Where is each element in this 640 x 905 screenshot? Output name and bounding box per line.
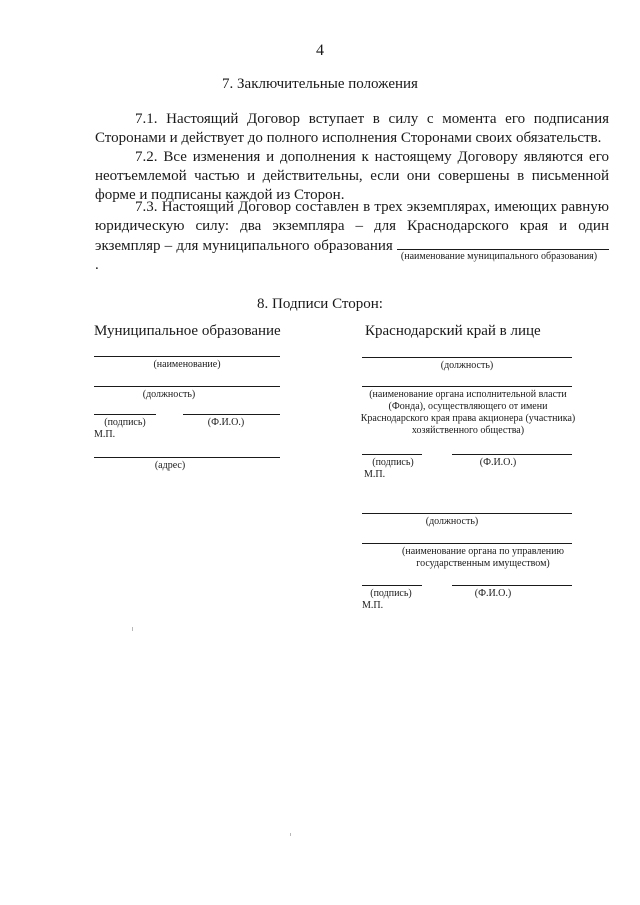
left-position-line [94, 386, 280, 387]
right-stamp-label-2: М.П. [362, 600, 384, 611]
left-address-line [94, 457, 280, 458]
clause-7-3-text: 7.3. Настоящий Договор составлен в трех экземплярах, имеющих равную юридическую силу: два экземпляра – для Краснодарского края и один экземпляр – для муниципального образования [95, 199, 609, 254]
right-fio-caption-2: (Ф.И.О.) [474, 588, 512, 599]
clause-7-1: 7.1. Настоящий Договор вступает в силу с момента его подписания Сторонами и действует до полного исполнения Сторонами своих обязательств. [95, 111, 609, 146]
clause-7-3 [95, 198, 609, 275]
left-fio-caption: (Ф.И.О.) [207, 417, 245, 428]
clause-7-2: 7.2. Все изменения и дополнения к настоящему Договору являются его неотъемлемой частью и действительны, если они совершены в письменной форме и подписаны каждой из Сторон. [95, 149, 609, 203]
section-8-title: 8. Подписи Сторон: [257, 296, 383, 312]
right-position-line-1 [362, 357, 572, 358]
left-fio-line [183, 414, 280, 415]
left-heading: Муниципальное образование [94, 323, 281, 339]
right-position-caption-2: (должность) [425, 516, 479, 527]
right-signature-caption-1: (подпись) [372, 457, 414, 468]
right-heading: Краснодарский край в лице [365, 323, 541, 339]
left-name-line [94, 356, 280, 357]
right-organ-caption: (наименование органа исполнительной власти (Фонда), осуществляющего от имени Краснодарского края права акционера (участника) хозяйственного общества) [360, 389, 576, 436]
right-position-caption-1: (должность) [440, 360, 494, 371]
right-fio-line-1 [452, 454, 572, 455]
scan-speck [132, 627, 133, 631]
municipality-name-caption: (наименование муниципального образования) [400, 251, 598, 262]
right-property-organ-line [362, 543, 572, 544]
page-number: 4 [316, 42, 324, 59]
right-stamp-label-1: М.П. [364, 469, 386, 480]
right-signature-caption-2: (подпись) [370, 588, 412, 599]
left-signature-caption: (подпись) [104, 417, 146, 428]
section-7-title: 7. Заключительные положения [222, 76, 418, 92]
right-position-line-2 [362, 513, 572, 514]
clause-7-3-end: . [95, 257, 99, 273]
left-address-caption: (адрес) [154, 460, 186, 471]
left-stamp-label: М.П. [94, 429, 116, 440]
left-name-caption: (наименование) [153, 359, 221, 370]
right-fio-line-2 [452, 585, 572, 586]
right-signature-line-1 [362, 454, 422, 455]
right-organ-line [362, 386, 572, 387]
left-signature-line [94, 414, 156, 415]
right-property-organ-caption: (наименование органа по управлению государственным имуществом) [402, 546, 564, 569]
scan-speck [290, 833, 291, 836]
left-position-caption: (должность) [142, 389, 196, 400]
municipality-blank-line [397, 236, 609, 250]
right-signature-line-2 [362, 585, 422, 586]
right-fio-caption-1: (Ф.И.О.) [479, 457, 517, 468]
